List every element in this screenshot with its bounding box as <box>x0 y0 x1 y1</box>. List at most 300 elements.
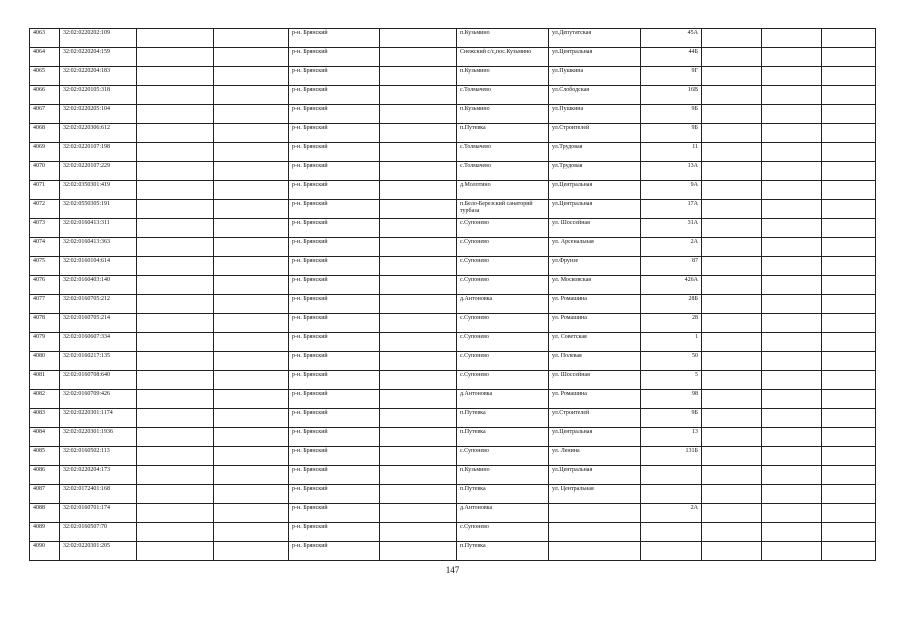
empty-cell <box>702 314 762 333</box>
empty-cell <box>822 542 876 561</box>
row-number-cell: 4084 <box>30 428 60 447</box>
row-number-cell: 4074 <box>30 238 60 257</box>
empty-cell <box>137 447 214 466</box>
settlement-cell: с.Толмачево <box>457 143 549 162</box>
district-cell: р-н. Брянский <box>289 333 380 352</box>
settlement-cell: п.Кузьмино <box>457 105 549 124</box>
empty-cell <box>380 86 457 105</box>
empty-cell <box>137 466 214 485</box>
empty-cell <box>380 542 457 561</box>
empty-cell <box>380 105 457 124</box>
cadastral-number-cell: 32:02:0160607:334 <box>60 333 137 352</box>
row-number-cell: 4068 <box>30 124 60 143</box>
empty-cell <box>380 181 457 200</box>
street-cell: ул.Депутатская <box>549 29 641 48</box>
table-row <box>30 504 876 523</box>
street-cell: ул.Слободская <box>549 86 641 105</box>
empty-cell <box>762 352 822 371</box>
empty-cell <box>762 409 822 428</box>
empty-cell <box>214 504 289 523</box>
settlement-cell: п.Кузьмино <box>457 29 549 48</box>
empty-cell <box>137 333 214 352</box>
house-number-cell: 28 <box>641 314 702 333</box>
empty-cell <box>214 124 289 143</box>
street-cell: ул.Трудовая <box>549 143 641 162</box>
district-cell: р-н. Брянский <box>289 181 380 200</box>
district-cell: р-н. Брянский <box>289 542 380 561</box>
house-number-cell: 13 <box>641 428 702 447</box>
row-number-cell: 4069 <box>30 143 60 162</box>
empty-cell <box>214 314 289 333</box>
empty-cell <box>702 409 762 428</box>
settlement-cell: п.Кузьмино <box>457 466 549 485</box>
empty-cell <box>380 238 457 257</box>
district-cell: р-н. Брянский <box>289 504 380 523</box>
empty-cell <box>380 333 457 352</box>
house-number-cell: 1 <box>641 333 702 352</box>
row-number-cell: 4090 <box>30 542 60 561</box>
row-number-cell: 4085 <box>30 447 60 466</box>
table-row <box>30 447 876 466</box>
empty-cell <box>702 352 762 371</box>
cadastral-number-cell: 32:02:0220301:1936 <box>60 428 137 447</box>
street-cell: ул. Арсенальная <box>549 238 641 257</box>
settlement-cell: с.Супонево <box>457 314 549 333</box>
empty-cell <box>822 409 876 428</box>
cadastral-number-cell: 32:02:0172401:168 <box>60 485 137 504</box>
empty-cell <box>762 504 822 523</box>
settlement-cell: п.Путевка <box>457 124 549 143</box>
settlement-cell: с.Супонево <box>457 257 549 276</box>
empty-cell <box>762 219 822 238</box>
table-row <box>30 428 876 447</box>
table-row <box>30 48 876 67</box>
empty-cell <box>380 466 457 485</box>
house-number-cell: 11 <box>641 143 702 162</box>
empty-cell <box>137 371 214 390</box>
street-cell: ул. Советская <box>549 333 641 352</box>
empty-cell <box>380 29 457 48</box>
house-number-cell <box>641 523 702 542</box>
empty-cell <box>137 143 214 162</box>
empty-cell <box>137 314 214 333</box>
district-cell: р-н. Брянский <box>289 238 380 257</box>
empty-cell <box>822 428 876 447</box>
registry-table <box>29 28 876 561</box>
district-cell: р-н. Брянский <box>289 124 380 143</box>
row-number-cell: 4089 <box>30 523 60 542</box>
empty-cell <box>137 238 214 257</box>
table-row <box>30 352 876 371</box>
house-number-cell: 13А <box>641 162 702 181</box>
empty-cell <box>214 390 289 409</box>
street-cell: ул.Центральная <box>549 181 641 200</box>
settlement-cell: п.Путевка <box>457 485 549 504</box>
street-cell: ул. Шоссейная <box>549 219 641 238</box>
district-cell: р-н. Брянский <box>289 523 380 542</box>
empty-cell <box>702 333 762 352</box>
district-cell: р-н. Брянский <box>289 390 380 409</box>
empty-cell <box>137 485 214 504</box>
empty-cell <box>214 200 289 219</box>
district-cell: р-н. Брянский <box>289 162 380 181</box>
district-cell: р-н. Брянский <box>289 105 380 124</box>
table-row <box>30 200 876 219</box>
empty-cell <box>214 162 289 181</box>
empty-cell <box>822 333 876 352</box>
empty-cell <box>702 29 762 48</box>
empty-cell <box>214 29 289 48</box>
house-number-cell: 131Б <box>641 447 702 466</box>
district-cell: р-н. Брянский <box>289 257 380 276</box>
street-cell: ул.Центральная <box>549 48 641 67</box>
cadastral-number-cell: 32:02:0160709:426 <box>60 390 137 409</box>
table-row <box>30 314 876 333</box>
row-number-cell: 4075 <box>30 257 60 276</box>
street-cell: ул. Московская <box>549 276 641 295</box>
empty-cell <box>137 542 214 561</box>
table-row <box>30 409 876 428</box>
cadastral-number-cell: 32:02:0220204:173 <box>60 466 137 485</box>
table-row <box>30 390 876 409</box>
empty-cell <box>822 219 876 238</box>
table-row <box>30 295 876 314</box>
row-number-cell: 4064 <box>30 48 60 67</box>
table-row <box>30 542 876 561</box>
table-row <box>30 238 876 257</box>
settlement-cell: д.Антоновка <box>457 295 549 314</box>
cadastral-number-cell: 32:02:0160507:70 <box>60 523 137 542</box>
house-number-cell <box>641 466 702 485</box>
empty-cell <box>762 333 822 352</box>
empty-cell <box>762 466 822 485</box>
empty-cell <box>822 181 876 200</box>
empty-cell <box>822 143 876 162</box>
cadastral-number-cell: 32:02:0220204:159 <box>60 48 137 67</box>
empty-cell <box>762 390 822 409</box>
empty-cell <box>762 48 822 67</box>
row-number-cell: 4086 <box>30 466 60 485</box>
street-cell: ул. Ромашина <box>549 295 641 314</box>
empty-cell <box>762 181 822 200</box>
empty-cell <box>702 276 762 295</box>
empty-cell <box>822 314 876 333</box>
settlement-cell: с.Супонево <box>457 238 549 257</box>
empty-cell <box>137 29 214 48</box>
settlement-cell: с.Супонево <box>457 447 549 466</box>
district-cell: р-н. Брянский <box>289 276 380 295</box>
cadastral-number-cell: 32:02:0220204:183 <box>60 67 137 86</box>
cadastral-number-cell: 32:02:0220205:104 <box>60 105 137 124</box>
settlement-cell: д.Антоновка <box>457 504 549 523</box>
empty-cell <box>214 238 289 257</box>
row-number-cell: 4070 <box>30 162 60 181</box>
cadastral-number-cell: 32:02:0220301:205 <box>60 542 137 561</box>
empty-cell <box>214 428 289 447</box>
district-cell: р-н. Брянский <box>289 143 380 162</box>
empty-cell <box>214 352 289 371</box>
district-cell: р-н. Брянский <box>289 295 380 314</box>
street-cell: ул. Ромашина <box>549 390 641 409</box>
table-row <box>30 124 876 143</box>
settlement-cell: п.Путевка <box>457 428 549 447</box>
empty-cell <box>762 200 822 219</box>
row-number-cell: 4082 <box>30 390 60 409</box>
house-number-cell: 9А <box>641 181 702 200</box>
empty-cell <box>822 105 876 124</box>
settlement-cell: с.Супонево <box>457 333 549 352</box>
street-cell: ул. Полевая <box>549 352 641 371</box>
empty-cell <box>762 162 822 181</box>
empty-cell <box>702 238 762 257</box>
table-row <box>30 333 876 352</box>
empty-cell <box>380 504 457 523</box>
empty-cell <box>762 428 822 447</box>
empty-cell <box>702 181 762 200</box>
street-cell: ул.Центральная <box>549 428 641 447</box>
street-cell: ул.Центральная <box>549 200 641 219</box>
house-number-cell: 9Б <box>641 409 702 428</box>
district-cell: р-н. Брянский <box>289 371 380 390</box>
settlement-cell: п.Путевка <box>457 409 549 428</box>
cadastral-number-cell: 32:02:0220202:109 <box>60 29 137 48</box>
table-row <box>30 523 876 542</box>
empty-cell <box>380 143 457 162</box>
empty-cell <box>762 105 822 124</box>
district-cell: р-н. Брянский <box>289 485 380 504</box>
empty-cell <box>137 409 214 428</box>
empty-cell <box>214 181 289 200</box>
empty-cell <box>137 219 214 238</box>
empty-cell <box>214 466 289 485</box>
cadastral-number-cell: 32:02:0220107:198 <box>60 143 137 162</box>
empty-cell <box>214 276 289 295</box>
row-number-cell: 4065 <box>30 67 60 86</box>
empty-cell <box>137 352 214 371</box>
house-number-cell: 45А <box>641 29 702 48</box>
row-number-cell: 4080 <box>30 352 60 371</box>
empty-cell <box>822 447 876 466</box>
district-cell: р-н. Брянский <box>289 219 380 238</box>
cadastral-number-cell: 32:02:0350301:419 <box>60 181 137 200</box>
house-number-cell: 9Б <box>641 105 702 124</box>
settlement-cell: с.Толмачево <box>457 162 549 181</box>
empty-cell <box>822 504 876 523</box>
empty-cell <box>702 143 762 162</box>
empty-cell <box>702 390 762 409</box>
empty-cell <box>822 162 876 181</box>
empty-cell <box>214 67 289 86</box>
empty-cell <box>762 86 822 105</box>
house-number-cell: 9Б <box>641 124 702 143</box>
empty-cell <box>822 238 876 257</box>
empty-cell <box>380 124 457 143</box>
street-cell: ул.Строителей <box>549 409 641 428</box>
house-number-cell: 17А <box>641 200 702 219</box>
empty-cell <box>137 181 214 200</box>
empty-cell <box>137 86 214 105</box>
table-row <box>30 181 876 200</box>
empty-cell <box>822 523 876 542</box>
empty-cell <box>762 542 822 561</box>
empty-cell <box>380 523 457 542</box>
district-cell: р-н. Брянский <box>289 200 380 219</box>
empty-cell <box>380 48 457 67</box>
table-row <box>30 67 876 86</box>
cadastral-number-cell: 32:02:0160705:212 <box>60 295 137 314</box>
table-row <box>30 29 876 48</box>
house-number-cell: 426А <box>641 276 702 295</box>
house-number-cell: 98 <box>641 390 702 409</box>
house-number-cell: 87 <box>641 257 702 276</box>
empty-cell <box>762 29 822 48</box>
settlement-cell: Снежский с/с,пос.Кузьмино <box>457 48 549 67</box>
empty-cell <box>822 257 876 276</box>
street-cell: ул.Центральная <box>549 466 641 485</box>
empty-cell <box>137 295 214 314</box>
row-number-cell: 4067 <box>30 105 60 124</box>
row-number-cell: 4072 <box>30 200 60 219</box>
empty-cell <box>214 371 289 390</box>
cadastral-number-cell: 32:02:0220301:1174 <box>60 409 137 428</box>
empty-cell <box>380 257 457 276</box>
empty-cell <box>702 542 762 561</box>
empty-cell <box>380 428 457 447</box>
settlement-cell: с.Супонево <box>457 219 549 238</box>
empty-cell <box>380 295 457 314</box>
empty-cell <box>822 485 876 504</box>
empty-cell <box>380 485 457 504</box>
empty-cell <box>380 219 457 238</box>
empty-cell <box>762 371 822 390</box>
empty-cell <box>702 257 762 276</box>
cadastral-number-cell: 32:02:0220107:229 <box>60 162 137 181</box>
empty-cell <box>702 162 762 181</box>
table-row <box>30 485 876 504</box>
empty-cell <box>137 124 214 143</box>
empty-cell <box>702 219 762 238</box>
empty-cell <box>137 523 214 542</box>
empty-cell <box>214 542 289 561</box>
empty-cell <box>822 390 876 409</box>
table-row <box>30 371 876 390</box>
empty-cell <box>380 67 457 86</box>
row-number-cell: 4079 <box>30 333 60 352</box>
cadastral-number-cell: 32:02:0160708:640 <box>60 371 137 390</box>
district-cell: р-н. Брянский <box>289 466 380 485</box>
empty-cell <box>822 466 876 485</box>
district-cell: р-н. Брянский <box>289 352 380 371</box>
street-cell: ул.Пушкина <box>549 67 641 86</box>
empty-cell <box>822 295 876 314</box>
settlement-cell: с.Супонево <box>457 523 549 542</box>
empty-cell <box>214 333 289 352</box>
empty-cell <box>702 485 762 504</box>
empty-cell <box>137 200 214 219</box>
street-cell: ул. Центральная <box>549 485 641 504</box>
empty-cell <box>702 200 762 219</box>
empty-cell <box>214 105 289 124</box>
empty-cell <box>702 504 762 523</box>
district-cell: р-н. Брянский <box>289 48 380 67</box>
empty-cell <box>214 143 289 162</box>
empty-cell <box>380 200 457 219</box>
table-row <box>30 105 876 124</box>
row-number-cell: 4083 <box>30 409 60 428</box>
street-cell <box>549 504 641 523</box>
empty-cell <box>214 257 289 276</box>
empty-cell <box>762 257 822 276</box>
house-number-cell: 31А <box>641 219 702 238</box>
cadastral-number-cell: 32:02:0160413:363 <box>60 238 137 257</box>
settlement-cell: с.Толмачево <box>457 86 549 105</box>
empty-cell <box>214 295 289 314</box>
empty-cell <box>214 409 289 428</box>
empty-cell <box>380 447 457 466</box>
empty-cell <box>822 352 876 371</box>
empty-cell <box>702 371 762 390</box>
table-row <box>30 162 876 181</box>
empty-cell <box>762 485 822 504</box>
house-number-cell: 2А <box>641 238 702 257</box>
empty-cell <box>702 48 762 67</box>
cadastral-number-cell: 32:02:0160413:311 <box>60 219 137 238</box>
row-number-cell: 4073 <box>30 219 60 238</box>
empty-cell <box>822 124 876 143</box>
page-number: 147 <box>445 565 460 575</box>
district-cell: р-н. Брянский <box>289 428 380 447</box>
cadastral-number-cell: 32:02:0160403:140 <box>60 276 137 295</box>
settlement-cell: д.Антоновка <box>457 390 549 409</box>
empty-cell <box>214 86 289 105</box>
empty-cell <box>137 428 214 447</box>
settlement-cell: п.Путевка <box>457 542 549 561</box>
table-row <box>30 466 876 485</box>
settlement-cell: п.Кузьмино <box>457 67 549 86</box>
empty-cell <box>822 67 876 86</box>
cadastral-number-cell: 32:02:0160705:214 <box>60 314 137 333</box>
row-number-cell: 4071 <box>30 181 60 200</box>
row-number-cell: 4076 <box>30 276 60 295</box>
empty-cell <box>702 523 762 542</box>
empty-cell <box>380 162 457 181</box>
street-cell: ул.Строителей <box>549 124 641 143</box>
empty-cell <box>762 295 822 314</box>
empty-cell <box>380 371 457 390</box>
empty-cell <box>762 124 822 143</box>
cadastral-number-cell: 32:02:0220306:612 <box>60 124 137 143</box>
street-cell <box>549 523 641 542</box>
house-number-cell: 44Б <box>641 48 702 67</box>
empty-cell <box>822 48 876 67</box>
cadastral-number-cell: 32:02:0550305:191 <box>60 200 137 219</box>
street-cell: ул.Трудовая <box>549 162 641 181</box>
district-cell: р-н. Брянский <box>289 314 380 333</box>
empty-cell <box>137 162 214 181</box>
house-number-cell: 28Б <box>641 295 702 314</box>
empty-cell <box>137 105 214 124</box>
empty-cell <box>762 276 822 295</box>
empty-cell <box>762 447 822 466</box>
empty-cell <box>214 219 289 238</box>
empty-cell <box>380 352 457 371</box>
settlement-cell: д.Молотино <box>457 181 549 200</box>
row-number-cell: 4088 <box>30 504 60 523</box>
cadastral-number-cell: 32:02:0160701:174 <box>60 504 137 523</box>
row-number-cell: 4078 <box>30 314 60 333</box>
row-number-cell: 4066 <box>30 86 60 105</box>
district-cell: р-н. Брянский <box>289 86 380 105</box>
